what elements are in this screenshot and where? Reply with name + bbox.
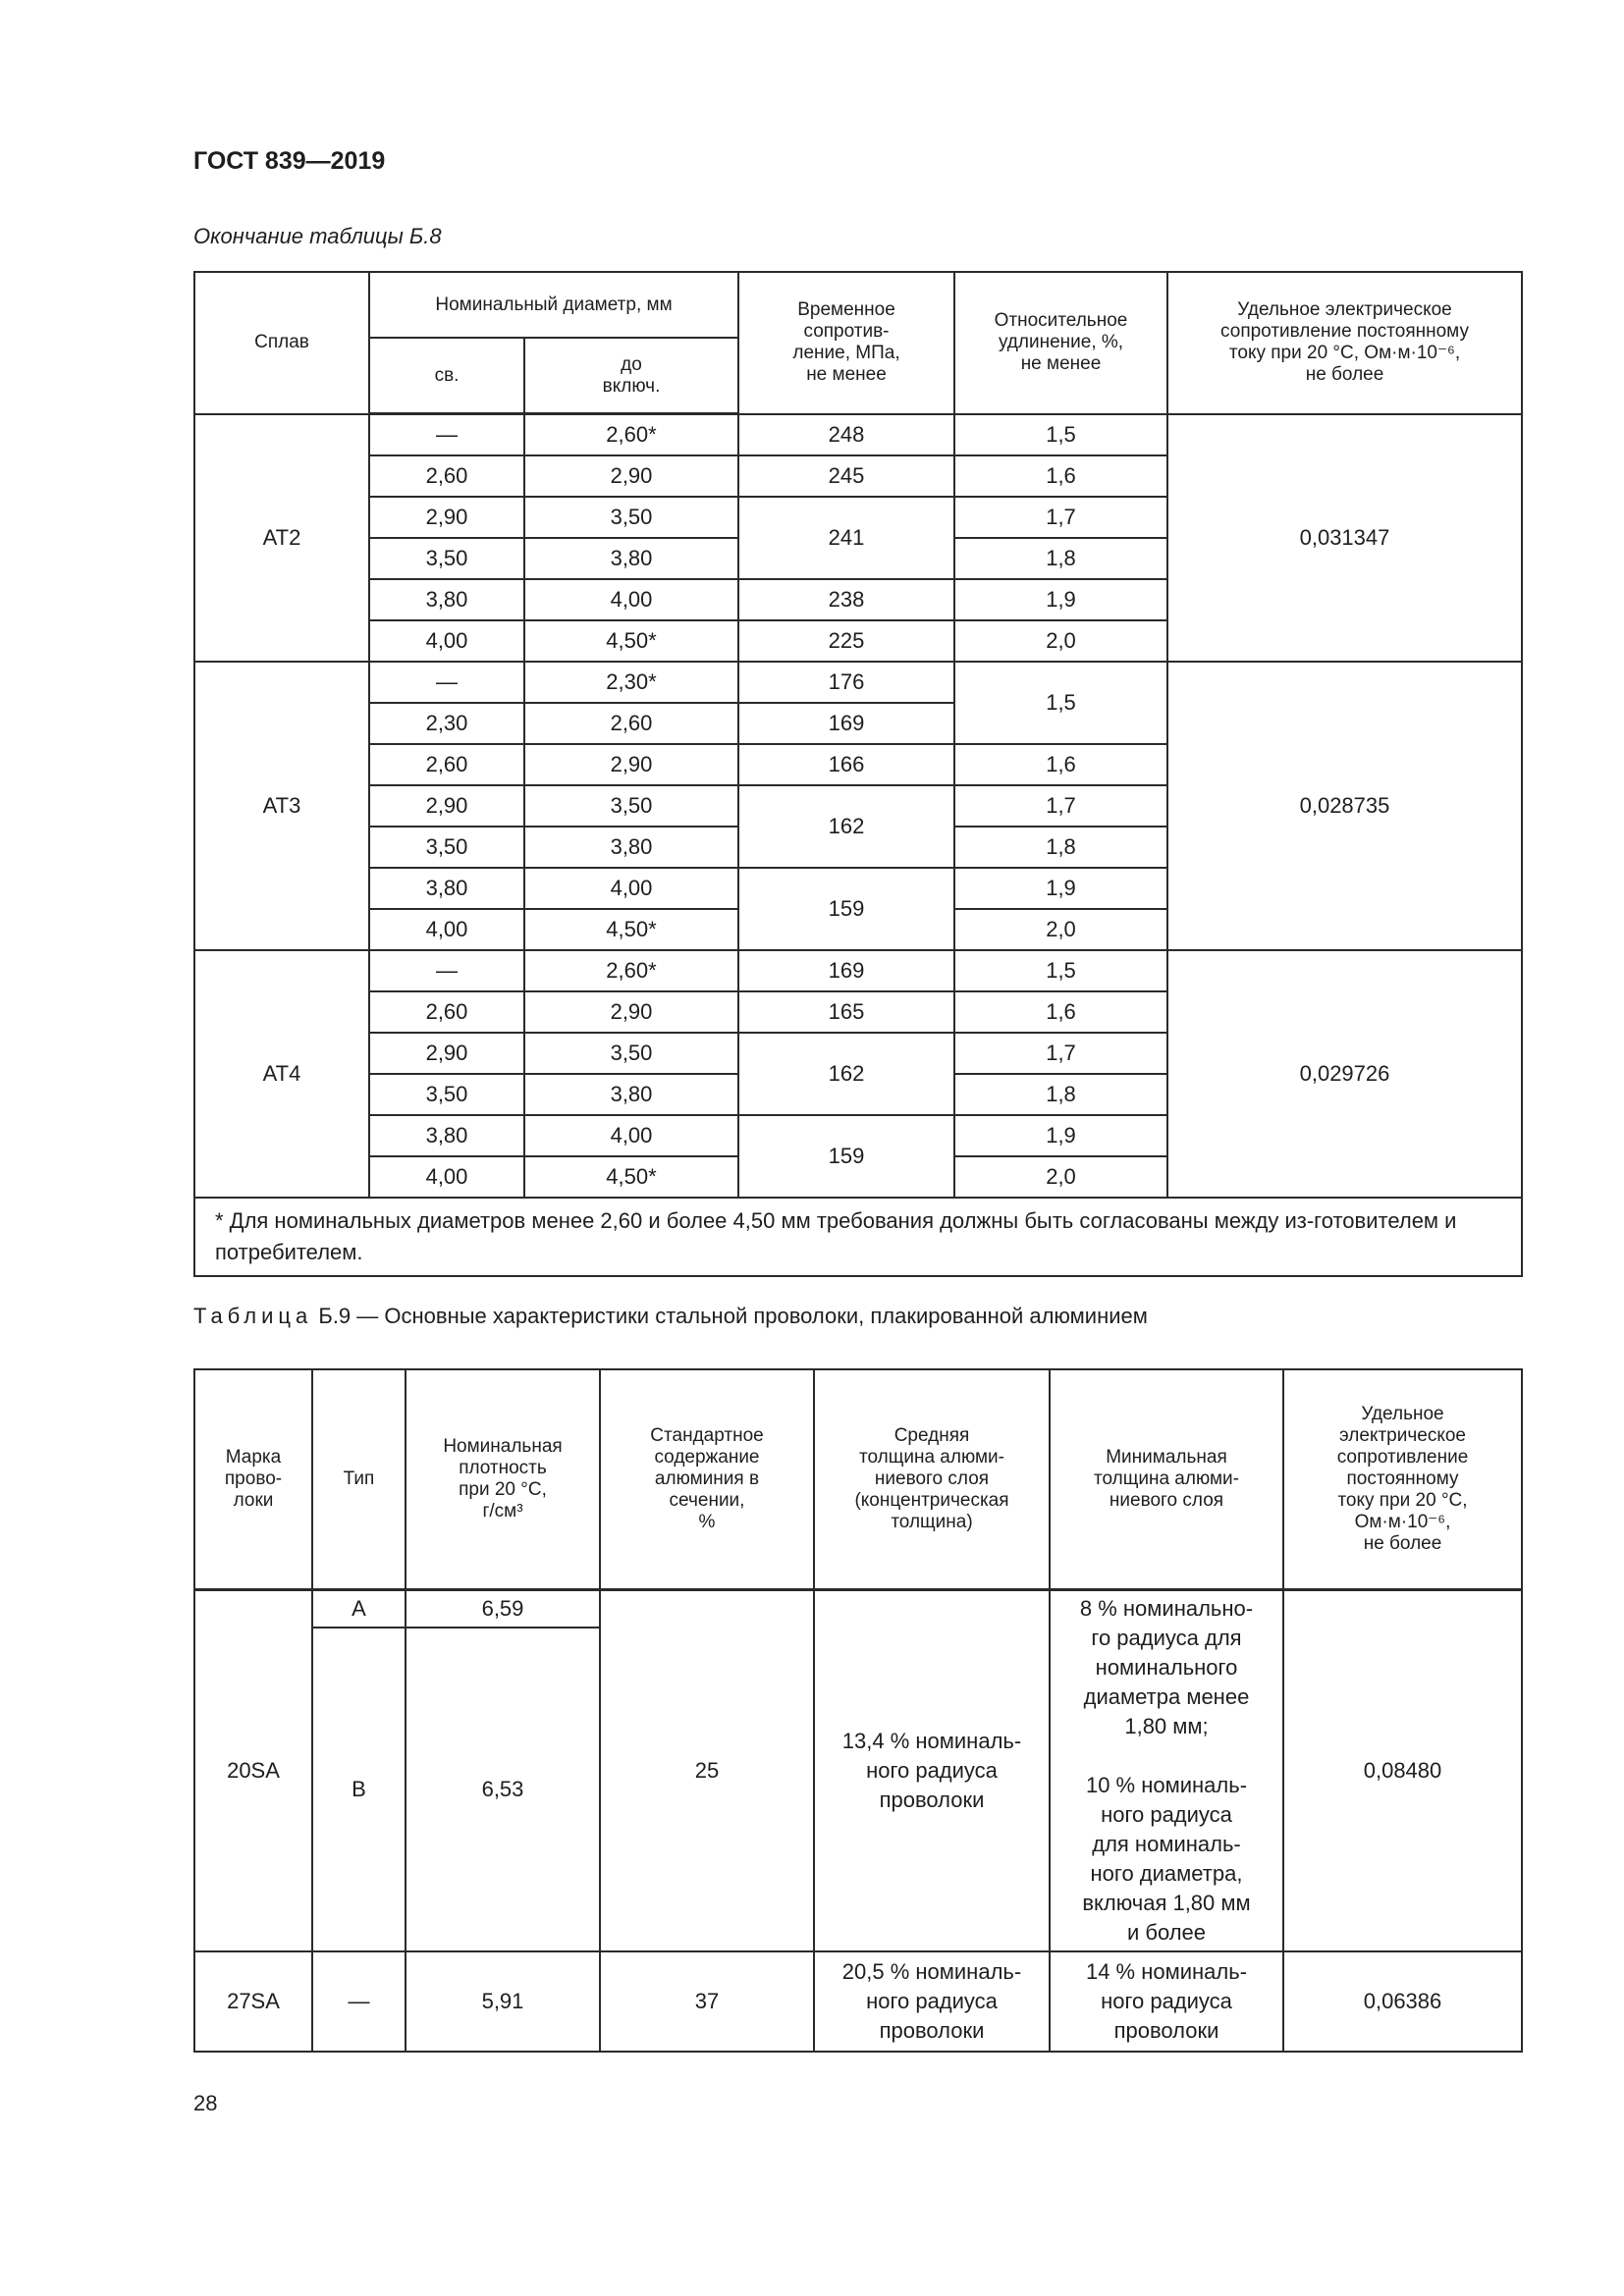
from-cell: — bbox=[369, 414, 524, 456]
header-alloy: Сплав bbox=[194, 272, 369, 414]
density-cell: 5,91 bbox=[406, 1951, 600, 2052]
to-cell: 2,60* bbox=[524, 414, 738, 456]
elongation-cell: 1,6 bbox=[954, 991, 1167, 1033]
from-cell: 3,80 bbox=[369, 579, 524, 620]
strength-cell: 176 bbox=[738, 662, 954, 703]
density-cell: 6,53 bbox=[406, 1628, 600, 1951]
alloy-at3: АТ3 bbox=[194, 662, 369, 950]
strength-cell: 225 bbox=[738, 620, 954, 662]
from-cell: 2,60 bbox=[369, 744, 524, 785]
strength-cell: 162 bbox=[738, 1033, 954, 1115]
table-b9-caption-prefix: Таблица bbox=[193, 1304, 313, 1328]
to-cell: 3,50 bbox=[524, 1033, 738, 1074]
type-cell: А bbox=[312, 1590, 406, 1628]
density-cell: 6,59 bbox=[406, 1590, 600, 1628]
elongation-cell: 1,8 bbox=[954, 1074, 1167, 1115]
min-thickness-cell: 14 % номиналь- ного радиуса проволоки bbox=[1050, 1951, 1283, 2052]
from-cell: 3,50 bbox=[369, 538, 524, 579]
to-cell: 3,50 bbox=[524, 497, 738, 538]
elongation-cell: 2,0 bbox=[954, 620, 1167, 662]
to-cell: 2,90 bbox=[524, 455, 738, 497]
from-cell: 3,80 bbox=[369, 1115, 524, 1156]
table-b8-continuation-caption: Окончание таблицы Б.8 bbox=[193, 224, 442, 248]
header-avg-thickness: Средняя толщина алюми- ниевого слоя (концентрическая толщина) bbox=[814, 1369, 1050, 1590]
from-cell: 3,50 bbox=[369, 827, 524, 868]
header-resistivity: Удельное электрическое сопротивление постоянному току при 20 °С, Ом·м·10⁻⁶, не более bbox=[1167, 272, 1522, 414]
header-to: до включ. bbox=[524, 338, 738, 414]
elongation-cell: 1,8 bbox=[954, 538, 1167, 579]
header-resistivity: Удельное электрическое сопротивление постоянному току при 20 °С, Ом·м·10⁻⁶, не более bbox=[1283, 1369, 1522, 1590]
header-density: Номинальная плотность при 20 °С, г/см³ bbox=[406, 1369, 600, 1590]
header-strength: Временное сопротив- ление, МПа, не менее bbox=[738, 272, 954, 414]
elongation-cell: 1,9 bbox=[954, 579, 1167, 620]
elongation-cell: 1,9 bbox=[954, 868, 1167, 909]
page-number: 28 bbox=[193, 2091, 218, 2115]
to-cell: 2,90 bbox=[524, 744, 738, 785]
elongation-cell: 1,8 bbox=[954, 827, 1167, 868]
elongation-cell: 1,9 bbox=[954, 1115, 1167, 1156]
grade-20sa: 20SA bbox=[194, 1590, 312, 1951]
resistivity-at3: 0,028735 bbox=[1167, 662, 1522, 950]
elongation-cell: 1,7 bbox=[954, 1033, 1167, 1074]
strength-cell: 169 bbox=[738, 950, 954, 991]
table-footnote: * Для номинальных диаметров менее 2,60 и более 4,50 мм требования должны быть согласованы между из-готовителем и потребителем. bbox=[194, 1198, 1522, 1276]
header-wire-grade: Марка прово- локи bbox=[194, 1369, 312, 1590]
from-cell: 4,00 bbox=[369, 620, 524, 662]
to-cell: 3,80 bbox=[524, 1074, 738, 1115]
from-cell: 2,60 bbox=[369, 991, 524, 1033]
to-cell: 2,60 bbox=[524, 703, 738, 744]
table-b9-caption bbox=[193, 1304, 1148, 1329]
from-cell: 2,30 bbox=[369, 703, 524, 744]
from-cell: 3,80 bbox=[369, 868, 524, 909]
strength-cell: 245 bbox=[738, 455, 954, 497]
strength-cell: 159 bbox=[738, 1115, 954, 1198]
to-cell: 3,80 bbox=[524, 827, 738, 868]
from-cell: 2,90 bbox=[369, 497, 524, 538]
aluminum-content-cell: 37 bbox=[600, 1951, 814, 2052]
to-cell: 2,60* bbox=[524, 950, 738, 991]
alloy-at2: АТ2 bbox=[194, 414, 369, 663]
header-type: Тип bbox=[312, 1369, 406, 1590]
min-thickness-cell: 8 % номинально- го радиуса для номинального диаметра менее 1,80 мм; 10 % номиналь- ного радиуса для номиналь- ного диаметра, включая 1,80 мм и более bbox=[1050, 1590, 1283, 1951]
type-cell: В bbox=[312, 1628, 406, 1951]
to-cell: 3,80 bbox=[524, 538, 738, 579]
elongation-cell: 1,5 bbox=[954, 662, 1167, 744]
elongation-cell: 1,7 bbox=[954, 497, 1167, 538]
from-cell: — bbox=[369, 950, 524, 991]
strength-cell: 248 bbox=[738, 414, 954, 456]
to-cell: 4,50* bbox=[524, 1156, 738, 1198]
grade-27sa: 27SA bbox=[194, 1951, 312, 2052]
elongation-cell: 1,6 bbox=[954, 744, 1167, 785]
from-cell: 2,60 bbox=[369, 455, 524, 497]
strength-cell: 165 bbox=[738, 991, 954, 1033]
from-cell: 4,00 bbox=[369, 1156, 524, 1198]
to-cell: 4,00 bbox=[524, 579, 738, 620]
header-elongation: Относительное удлинение, %, не менее bbox=[954, 272, 1167, 414]
elongation-cell: 1,7 bbox=[954, 785, 1167, 827]
strength-cell: 159 bbox=[738, 868, 954, 950]
strength-cell: 238 bbox=[738, 579, 954, 620]
elongation-cell: 1,6 bbox=[954, 455, 1167, 497]
from-cell: 4,00 bbox=[369, 909, 524, 950]
header-aluminum-content: Стандартное содержание алюминия в сечении, % bbox=[600, 1369, 814, 1590]
document-header: ГОСТ 839—2019 bbox=[193, 147, 386, 175]
from-cell: 2,90 bbox=[369, 1033, 524, 1074]
alloy-at4: АТ4 bbox=[194, 950, 369, 1198]
aluminum-content-cell: 25 bbox=[600, 1590, 814, 1951]
table-b9-caption-text: Б.9 — Основные характеристики стальной проволоки, плакированной алюминием bbox=[312, 1304, 1148, 1328]
resistivity-at2: 0,031347 bbox=[1167, 414, 1522, 663]
to-cell: 2,90 bbox=[524, 991, 738, 1033]
elongation-cell: 1,5 bbox=[954, 950, 1167, 991]
header-min-thickness: Минимальная толщина алюми- ниевого слоя bbox=[1050, 1369, 1283, 1590]
elongation-cell: 1,5 bbox=[954, 414, 1167, 456]
to-cell: 4,50* bbox=[524, 620, 738, 662]
to-cell: 3,50 bbox=[524, 785, 738, 827]
header-from: св. bbox=[369, 338, 524, 414]
strength-cell: 241 bbox=[738, 497, 954, 579]
from-cell: — bbox=[369, 662, 524, 703]
to-cell: 4,00 bbox=[524, 1115, 738, 1156]
avg-thickness-cell: 20,5 % номиналь- ного радиуса проволоки bbox=[814, 1951, 1050, 2052]
to-cell: 4,50* bbox=[524, 909, 738, 950]
resistivity-at4: 0,029726 bbox=[1167, 950, 1522, 1198]
table-b8 bbox=[193, 271, 1523, 1277]
elongation-cell: 2,0 bbox=[954, 909, 1167, 950]
type-cell: — bbox=[312, 1951, 406, 2052]
from-cell: 2,90 bbox=[369, 785, 524, 827]
strength-cell: 166 bbox=[738, 744, 954, 785]
elongation-cell: 2,0 bbox=[954, 1156, 1167, 1198]
avg-thickness-cell: 13,4 % номиналь- ного радиуса проволоки bbox=[814, 1590, 1050, 1951]
resistivity-cell: 0,08480 bbox=[1283, 1590, 1522, 1951]
resistivity-cell: 0,06386 bbox=[1283, 1951, 1522, 2052]
to-cell: 2,30* bbox=[524, 662, 738, 703]
strength-cell: 162 bbox=[738, 785, 954, 868]
header-nominal-diameter: Номинальный диаметр, мм bbox=[369, 272, 738, 338]
strength-cell: 169 bbox=[738, 703, 954, 744]
to-cell: 4,00 bbox=[524, 868, 738, 909]
from-cell: 3,50 bbox=[369, 1074, 524, 1115]
table-b9 bbox=[193, 1368, 1523, 2053]
